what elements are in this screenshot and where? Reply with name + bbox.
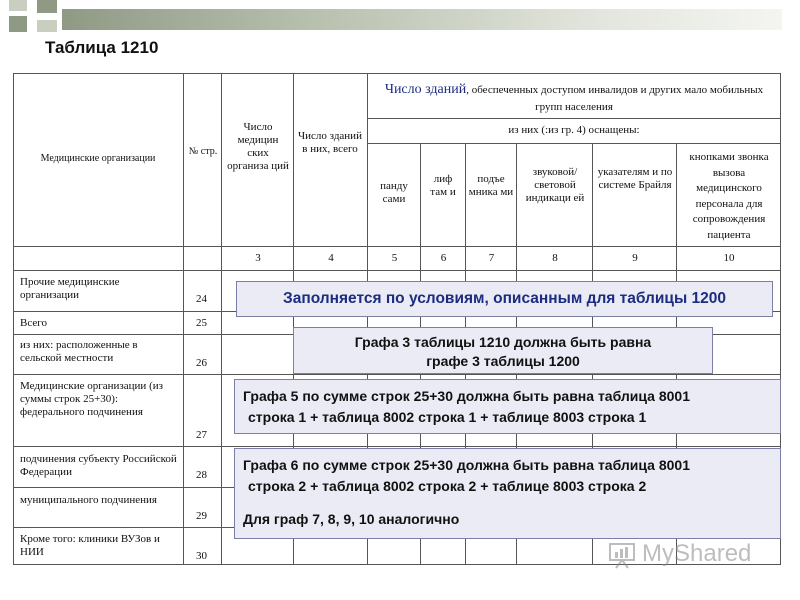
header-group-buildings-lead: Число зданий xyxy=(384,82,467,97)
overlay-fill-conditions: Заполняется по условиям, описанным для таблицы 1200 xyxy=(236,281,773,317)
row-label: подчинения субъекту Российской Федерации xyxy=(20,453,177,478)
header-count-organizations: Число медицин ских организа ций xyxy=(227,121,289,172)
overlay-column5-rule xyxy=(234,379,781,434)
row-number: 25 xyxy=(196,317,207,329)
row-number: 28 xyxy=(196,469,207,481)
header-buildings-total: Число зданий в них, всего xyxy=(298,130,362,155)
header-organizations: Медицинские организации xyxy=(40,153,156,164)
row-label: Медицинские организации (из суммы строк 25+30): федерального подчинения xyxy=(20,380,163,418)
header-sound-light: звуковой/ световой индикаци ей xyxy=(525,166,585,204)
overlay-column5-line2: строка 1 + таблица 8002 строка 1 + таблице 8003 строка 1 xyxy=(248,409,647,425)
overlay-column6-rule xyxy=(234,448,781,539)
row-label: Кроме того: клиники ВУЗов и НИИ xyxy=(20,533,160,558)
row-number: 30 xyxy=(196,550,207,562)
header-lifts: лиф там и xyxy=(430,173,456,198)
header-group-equipped: из них (:из гр. 4) оснащены: xyxy=(508,124,640,136)
header-hoists: подъе мника ми xyxy=(468,173,514,198)
page-title: Таблица 1210 xyxy=(45,38,159,57)
watermark xyxy=(608,538,768,572)
row-number: 27 xyxy=(196,429,207,441)
header-group-buildings xyxy=(372,81,776,116)
col-number: 4 xyxy=(328,252,334,264)
overlay-column3-line1: Графа 3 таблицы 1210 должна быть равна xyxy=(354,334,652,350)
header-braille: указателям и по системе Брайля xyxy=(597,166,673,191)
overlay-column5-line1: Графа 5 по сумме строк 25+30 должна быть равна таблица 8001 xyxy=(243,388,690,404)
header-ramps: панду сами xyxy=(380,180,408,205)
row-number: 29 xyxy=(196,510,207,522)
col-number: 8 xyxy=(552,252,558,264)
header-row-number: № стр. xyxy=(188,146,218,157)
col-number: 7 xyxy=(488,252,495,264)
overlay-column3-line2: графе 3 таблицы 1200 xyxy=(426,353,580,369)
col-number: 6 xyxy=(440,252,447,264)
overlay-column6-line1: Графа 6 по сумме строк 25+30 должна быть равна таблица 8001 xyxy=(243,457,690,473)
row-label: Всего xyxy=(20,317,47,329)
col-number: 10 xyxy=(723,252,735,264)
row-label: из них: расположенные в сельской местности xyxy=(20,339,138,364)
header-call-buttons: кнопками звонка вызова медицинского персонала для сопровождения пациента xyxy=(689,151,769,241)
row-label: Прочие медицинские организации xyxy=(20,276,120,301)
presentation-icon xyxy=(608,540,638,570)
col-number: 9 xyxy=(632,252,638,264)
row-label: муниципального подчинения xyxy=(20,494,157,506)
watermark-text: MyShared xyxy=(642,540,752,567)
row-number: 24 xyxy=(196,293,207,305)
header-group-buildings-rest: , обеспеченных доступом инвалидов и других мало мобильных групп населения xyxy=(466,84,764,113)
overlay-columns-7-10-note: Для граф 7, 8, 9, 10 аналогично xyxy=(243,511,460,527)
row-number: 26 xyxy=(196,357,207,369)
overlay-column6-line2: строка 2 + таблица 8002 строка 2 + таблице 8003 строка 2 xyxy=(248,478,647,494)
col-number: 5 xyxy=(391,252,398,264)
overlay-column3-rule xyxy=(293,327,713,374)
col-number: 3 xyxy=(255,252,261,264)
